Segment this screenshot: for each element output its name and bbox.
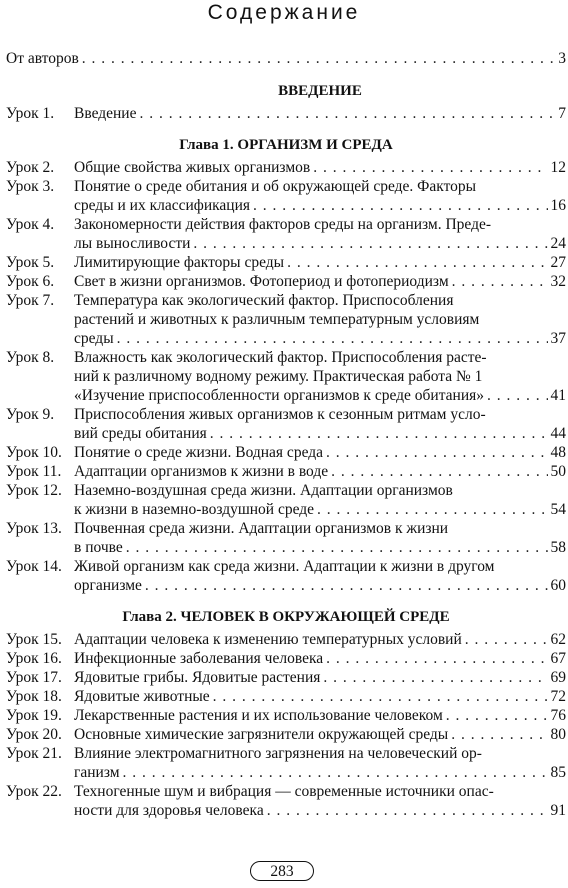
lesson-label: Урок 5.: [6, 254, 55, 271]
page-ref: 12: [550, 159, 566, 176]
page-ref: 32: [550, 273, 566, 290]
entry-body: [74, 215, 566, 253]
dot-leader: [323, 668, 547, 687]
dot-leader: [487, 386, 547, 405]
entry-text-line: Инфекционные заболевания человека: [74, 650, 324, 667]
dot-leader: [326, 649, 547, 668]
toc-entry[interactable]: [6, 668, 566, 687]
entry-text-line: среды и их классификация: [74, 197, 251, 214]
entry-body: [74, 519, 566, 557]
chapter-2-entries: [6, 630, 566, 820]
entry-text-line: Почвенная среда жизни. Адаптации организмов к жизни: [74, 520, 449, 537]
lesson-label: Урок 21.: [6, 745, 62, 762]
entry-body: [74, 557, 566, 595]
entry-body: [74, 443, 566, 462]
page-ref: 62: [550, 631, 566, 648]
lesson-label: Урок 22.: [6, 783, 62, 800]
entry-body: [74, 348, 566, 405]
table-of-contents: [6, 49, 566, 820]
lesson-label: Урок 13.: [6, 520, 62, 537]
toc-entry[interactable]: [6, 481, 566, 519]
page-ref: 50: [550, 463, 566, 480]
entry-text-line: Понятие о среде обитания и об окружающей среде. Факторы: [74, 178, 477, 195]
dot-leader: [123, 763, 548, 782]
toc-entry[interactable]: [6, 104, 566, 123]
page-ref: 54: [550, 501, 566, 518]
entry-text-line: Живой организм как среда жизни. Адаптации к жизни в другом: [74, 558, 495, 575]
page-ref: 16: [550, 197, 566, 214]
entry-text-line: организме: [74, 577, 142, 594]
dot-leader: [193, 234, 547, 253]
toc-entry[interactable]: [6, 253, 566, 272]
dot-leader: [82, 49, 555, 68]
entry-body: [74, 405, 566, 443]
page-ref: 85: [550, 764, 566, 781]
entry-body: [74, 272, 566, 291]
entry-body: [74, 253, 566, 272]
dot-leader: [313, 158, 547, 177]
entry-text-line: в почве: [74, 539, 123, 556]
entry-body: [74, 706, 566, 725]
toc-entry[interactable]: [6, 782, 566, 820]
entry-body: [74, 104, 566, 123]
dot-leader: [210, 424, 548, 443]
dot-leader: [452, 272, 548, 291]
page-ref: 80: [550, 726, 566, 743]
entry-text-line: ний к различному водному режиму. Практическая работа № 1: [74, 368, 483, 385]
entry-text-line: к жизни в наземно-воздушной среде: [74, 501, 315, 518]
toc-entry[interactable]: [6, 443, 566, 462]
page-title: Содержание: [207, 1, 361, 24]
entry-text-line: среды: [74, 330, 114, 347]
toc-entry[interactable]: [6, 405, 566, 443]
dot-leader: [326, 443, 547, 462]
entry-body: [74, 725, 566, 744]
entry-text-line: ности для здоровья человека: [74, 802, 264, 819]
toc-entry-authors[interactable]: [6, 49, 566, 68]
entry-text-line: Приспособления живых организмов к сезонным ритмам усло-: [74, 406, 486, 423]
entry-text-line: Техногенные шум и вибрация — современные источники опас-: [74, 783, 494, 800]
entry-text-line: Ядовитые животные: [74, 688, 210, 705]
lesson-label: Урок 7.: [6, 292, 55, 309]
entry-text-line: Свет в жизни организмов. Фотопериод и фотопериодизм: [74, 273, 449, 290]
page-ref: 60: [550, 577, 566, 594]
toc-entry[interactable]: [6, 462, 566, 481]
entry-text-line: Основные химические загрязнители окружающей среды: [74, 726, 449, 743]
section-heading-chapter-1: Глава 1. ОРГАНИЗМ И СРЕДА: [179, 137, 393, 153]
toc-entry[interactable]: [6, 557, 566, 595]
page-ref: 76: [550, 707, 566, 724]
dot-leader: [446, 706, 548, 725]
entry-text-line: Адаптации человека к изменению температурных условий: [74, 631, 462, 648]
toc-entry[interactable]: [6, 725, 566, 744]
toc-entry[interactable]: [6, 348, 566, 405]
lesson-label: Урок 10.: [6, 444, 62, 461]
entry-text-line: Влажность как экологический фактор. Приспособления расте-: [74, 349, 487, 366]
lesson-label: Урок 11.: [6, 463, 62, 480]
entry-body: [74, 481, 566, 519]
entry-text-line: Лимитирующие факторы среды: [74, 254, 285, 271]
page-ref: 44: [550, 425, 566, 442]
entry-text-line: Ядовитые грибы. Ядовитые растения: [74, 669, 321, 686]
lesson-label: Урок 16.: [6, 650, 62, 667]
entry-body: [74, 291, 566, 348]
dot-leader: [287, 253, 547, 272]
toc-entry[interactable]: [6, 519, 566, 557]
entry-text-line: ганизм: [74, 764, 120, 781]
page-ref: 27: [550, 254, 566, 271]
entry-text-line: вий среды обитания: [74, 425, 207, 442]
page-ref: 7: [558, 105, 566, 122]
dot-leader: [317, 500, 547, 519]
toc-entry[interactable]: [6, 687, 566, 706]
toc-entry[interactable]: [6, 706, 566, 725]
lesson-label: Урок 14.: [6, 558, 62, 575]
page-ref: 41: [550, 387, 566, 404]
page-ref: 67: [550, 650, 566, 667]
entry-text-line: Понятие о среде жизни. Водная среда: [74, 444, 324, 461]
toc-entry[interactable]: [6, 177, 566, 215]
page-ref: 24: [550, 235, 566, 252]
dot-leader: [117, 329, 548, 348]
dot-leader: [253, 196, 547, 215]
entry-text-line: Наземно-воздушная среда жизни. Адаптации организмов: [74, 482, 453, 499]
toc-entry[interactable]: [6, 291, 566, 348]
toc-entry[interactable]: [6, 158, 566, 177]
entry-text-line: Температура как экологический фактор. Приспособления: [74, 292, 454, 309]
entry-body: [74, 782, 566, 820]
entry-text-line: Введение: [74, 105, 137, 122]
lesson-label: Урок 4.: [6, 216, 55, 233]
entry-body: [74, 462, 566, 481]
page-ref: 69: [550, 669, 566, 686]
entry-text-line: Лекарственные растения и их использование человеком: [74, 707, 443, 724]
dot-leader: [213, 687, 548, 706]
toc-entry[interactable]: [6, 215, 566, 253]
lesson-label: Урок 18.: [6, 688, 62, 705]
entry-body: [74, 744, 566, 782]
entry-text-line: «Изучение приспособленности организмов к среде обитания»: [74, 387, 485, 404]
lesson-label: Урок 9.: [6, 406, 55, 423]
lesson-label: Урок 1.: [6, 105, 55, 122]
entry-body: [74, 668, 566, 687]
dot-leader: [465, 630, 548, 649]
dot-leader: [139, 104, 555, 123]
toc-entry[interactable]: [6, 630, 566, 649]
page-ref: 91: [550, 802, 566, 819]
lesson-label: Урок 12.: [6, 482, 62, 499]
section-heading-intro: ВВЕДЕНИЕ: [278, 83, 362, 99]
entry-text-line: Закономерности действия факторов среды на организм. Преде-: [74, 216, 492, 233]
lesson-label: Урок 3.: [6, 178, 55, 195]
dot-leader: [451, 725, 547, 744]
lesson-label: Урок 19.: [6, 707, 62, 724]
lesson-label: Урок 2.: [6, 159, 55, 176]
page-ref: 72: [550, 688, 566, 705]
lesson-label: Урок 17.: [6, 669, 62, 686]
entry-text-line: лы выносливости: [74, 235, 191, 252]
entry-body: [74, 177, 566, 215]
section-heading-chapter-2: Глава 2. ЧЕЛОВЕК В ОКРУЖАЮЩЕЙ СРЕДЕ: [122, 609, 450, 625]
page-ref: 58: [550, 539, 566, 556]
page-ref: 37: [550, 330, 566, 347]
entry-body: [74, 687, 566, 706]
entry-body: [74, 649, 566, 668]
entry-body: [74, 630, 566, 649]
intro-entries: [6, 104, 566, 123]
dot-leader: [126, 538, 548, 557]
dot-leader: [145, 576, 548, 595]
lesson-label: Урок 15.: [6, 631, 62, 648]
entry-text-line: Общие свойства живых организмов: [74, 159, 311, 176]
toc-entry[interactable]: [6, 272, 566, 291]
lesson-label: Урок 6.: [6, 273, 55, 290]
dot-leader: [267, 801, 548, 820]
entry-text-line: Влияние электромагнитного загрязнения на человеческий ор-: [74, 745, 482, 762]
entry-text-line: Адаптации организмов к жизни в воде: [74, 463, 329, 480]
dot-leader: [331, 462, 547, 481]
toc-entry[interactable]: [6, 649, 566, 668]
chapter-1-entries: [6, 158, 566, 595]
entry-text: От авторов: [6, 50, 79, 67]
page-ref: 3: [558, 50, 566, 67]
entry-body: [74, 158, 566, 177]
lesson-label: Урок 20.: [6, 726, 62, 743]
lesson-label: Урок 8.: [6, 349, 55, 366]
toc-entry[interactable]: [6, 744, 566, 782]
entry-text-line: растений и животных к различным температурным условиям: [74, 311, 480, 328]
page-number: 283: [250, 861, 314, 881]
page-ref: 48: [550, 444, 566, 461]
